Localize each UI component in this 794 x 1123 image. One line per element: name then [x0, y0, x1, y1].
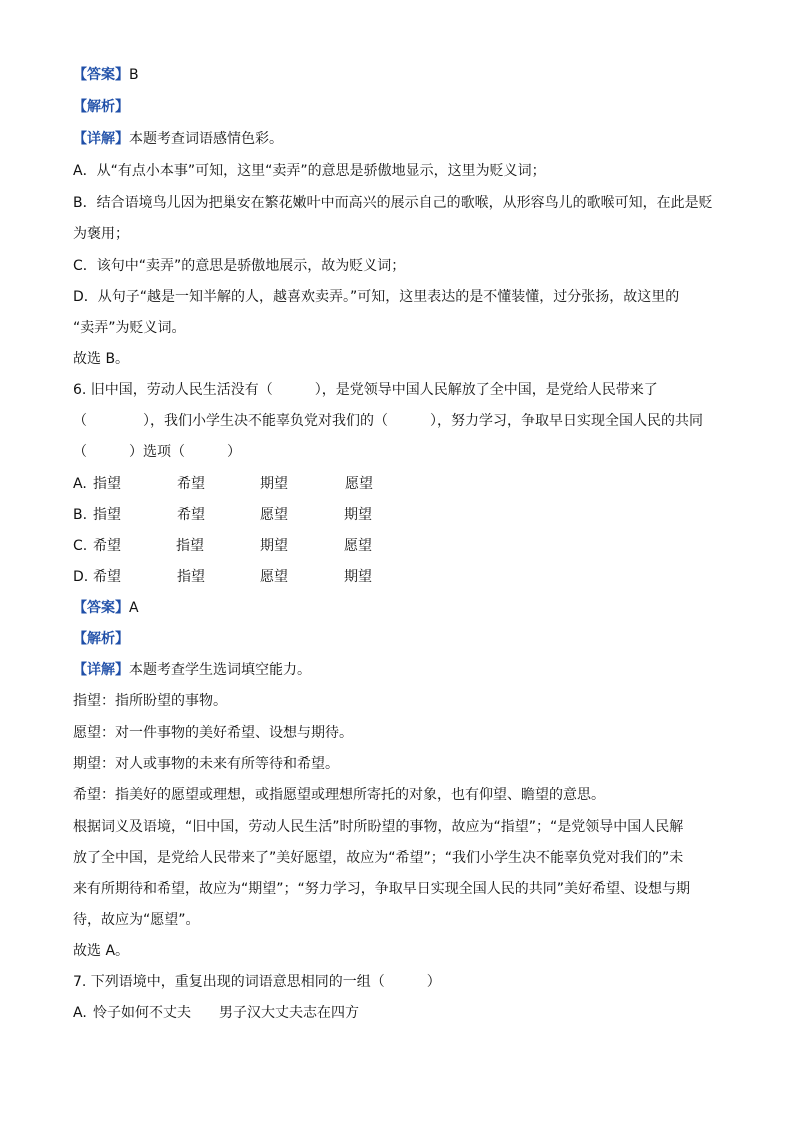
q6-explanation-line: 期望：对人或事物的未来有所等待和希望。	[73, 756, 339, 772]
option-word: 期望	[260, 476, 288, 492]
q6-explanation-line: 根据词义及语境，“旧中国，劳动人民生活”时所盼望的事物，故应为“指望”；“是党领导中国人民解	[73, 819, 684, 835]
detail-tag: 【详解】	[73, 131, 129, 147]
analysis-tag: 【解析】	[73, 99, 129, 115]
analysis-tag: 【解析】	[73, 631, 129, 647]
q6-option-a	[73, 474, 393, 494]
q6-explanation-line: 愿望：对一件事物的美好希望、设想与期待。	[73, 725, 353, 741]
option-word: 愿望	[345, 476, 373, 492]
detail-tag: 【详解】	[73, 662, 129, 678]
option-word: 愿望	[344, 538, 372, 554]
q5-detail-line	[73, 129, 283, 149]
option-word: 愿望	[260, 569, 288, 585]
option-word: 希望	[177, 476, 205, 492]
option-word: 指望	[93, 507, 121, 523]
q6-stem-line: （ ）选项（ ）	[73, 444, 241, 460]
q6-detail-line	[73, 660, 311, 680]
option-word: 期望	[260, 538, 288, 554]
q6-stem-line: 6. 旧中国，劳动人民生活没有（ ），是党领导中国人民解放了全中国，是党给人民带来了	[73, 382, 658, 398]
option-word: 希望	[93, 569, 121, 585]
q5-explanation-line: B．结合语境鸟儿因为把巢安在繁花嫩叶中而高兴的展示自己的歌喉，从形容鸟儿的歌喉可知，在此是贬	[73, 195, 713, 211]
option-label: B.	[73, 507, 88, 523]
q5-conclusion-line: 故选 B。	[73, 351, 130, 367]
option-label: A.	[73, 476, 87, 492]
option-word: 指望	[93, 476, 121, 492]
q5-explanation-line: “卖弄”为贬义词。	[73, 320, 186, 336]
detail-text: 本题考查学生选词填空能力。	[129, 662, 311, 678]
q6-option-c	[73, 536, 393, 556]
q6-explanation-line: 希望：指美好的愿望或理想，或指愿望或理想所寄托的对象，也有仰望、瞻望的意思。	[73, 787, 605, 803]
option-word: 愿望	[260, 507, 288, 523]
q6-option-d	[73, 567, 393, 587]
q6-explanation-line: 待，故应为“愿望”。	[73, 912, 200, 928]
q6-answer-line	[73, 598, 139, 618]
option-label: C.	[73, 538, 88, 554]
q6-explanation-line: 指望：指所盼望的事物。	[73, 693, 227, 709]
option-word: 希望	[93, 538, 121, 554]
option-label: A.	[73, 1005, 87, 1021]
q6-analysis-line	[73, 629, 129, 649]
q6-explanation-line: 来有所期待和希望，故应为“期望”；“努力学习，争取早日实现全国人民的共同”美好希望、设想与期	[73, 881, 691, 897]
option-word: 指望	[176, 538, 204, 554]
option-word: 希望	[177, 507, 205, 523]
q5-explanation-line: A．从“有点小本事”可知，这里“卖弄”的意思是骄傲地显示，这里为贬义词；	[73, 163, 546, 179]
q6-stem-line: （ ），我们小学生决不能辜负党对我们的（ ），努力学习，争取早日实现全国人民的共同	[73, 413, 703, 429]
option-text: 怜子如何不丈夫 男子汉大丈夫志在四方	[93, 1005, 359, 1021]
answer-value: B	[129, 67, 139, 83]
q6-option-b	[73, 505, 393, 525]
answer-tag: 【答案】	[73, 600, 129, 616]
q5-explanation-line: C．该句中“卖弄”的意思是骄傲地展示，故为贬义词；	[73, 258, 406, 274]
q7-stem-line: 7. 下列语境中，重复出现的词语意思相同的一组（ ）	[73, 974, 441, 990]
q5-answer-line	[73, 65, 139, 85]
q6-explanation-line: 放了全中国，是党给人民带来了”美好愿望，故应为“希望”；“我们小学生决不能辜负党对我们的”未	[73, 850, 684, 866]
option-word: 指望	[177, 569, 205, 585]
q7-option-a	[73, 1003, 393, 1023]
q6-conclusion-line: 故选 A。	[73, 943, 130, 959]
answer-tag: 【答案】	[73, 67, 129, 83]
q5-analysis-line	[73, 97, 129, 117]
option-label: D.	[73, 569, 89, 585]
option-word: 期望	[344, 507, 372, 523]
q5-explanation-line: D．从句子“越是一知半解的人，越喜欢卖弄。”可知，这里表达的是不懂装懂，过分张扬，故这里的	[73, 289, 680, 305]
q5-explanation-line: 为褒用；	[73, 226, 129, 242]
answer-value: A	[129, 600, 139, 616]
option-word: 期望	[344, 569, 372, 585]
detail-text: 本题考查词语感情色彩。	[129, 131, 283, 147]
